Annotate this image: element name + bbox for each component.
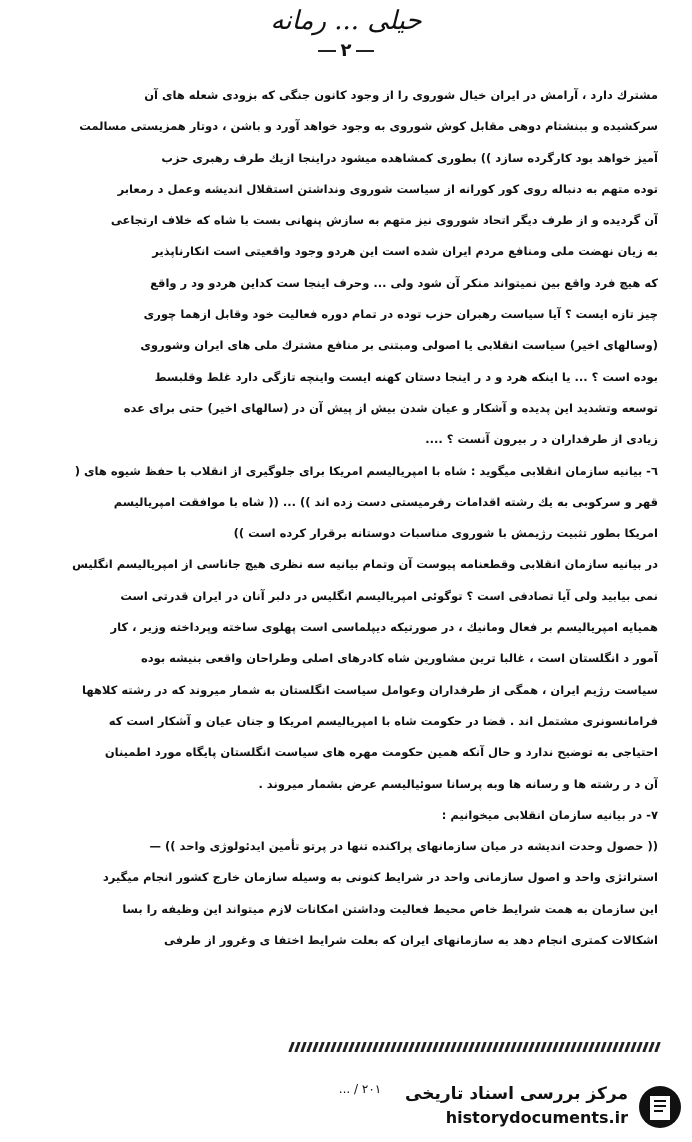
- text-line: فرامانسونری مشتمل اند . قضا در حکومت شاه با امپریالیسم امریکا و جنان عیان و آشکار است که: [108, 713, 658, 728]
- text-line: توده متهم به دنباله روی کور کورانه از سیاست شوروی ونداشتن استقلال اندیشه وعمل د رمعابر: [117, 181, 658, 196]
- text-line: احتیاجی به توضیح ندارد و حال آنکه همین حکومت مهره های سیاست انگلستان پایگاه مورد اطمینان: [104, 745, 658, 760]
- handwritten-signature: ۲۰۱ / ...: [338, 1082, 382, 1096]
- text-line: نمی بیابید ولی آیا تصادفی است ؟ توگوئی امپریالیسم انگلیس در دلبر آنان در ایران قدرتی است: [120, 588, 658, 603]
- watermark-name: مرکز بررسی اسناد تاریخی: [405, 1084, 628, 1104]
- text-line: سرکشیده و ببنشتام دوهی مقابل کوش شوروی به وجود خواهد آورد و باشن ، دوتار همزیستی مسالمت: [79, 119, 658, 134]
- text-line: بوده است ؟ ... یا اینکه هرد و د ر اینجا دستان کهنه ایست واینچه تازگی دارد غلط وقلبسط: [154, 369, 658, 384]
- text-line: این سازمان به همت شرایط خاص محیط فعالیت وداشتن امکانات لازم میتواند این وظیفه را بسا: [122, 901, 658, 916]
- text-line: زیادی از طرفداران د ر بیرون آنست ؟ ....: [425, 432, 658, 447]
- header-dash-right: [356, 50, 374, 52]
- text-line: استراتژی واحد و اصول سازمانی واحد در شرایط کنونی به وسیله سازمان خارج کشور انجام میگیرد: [102, 870, 658, 885]
- text-line: ٦- بیانیه سازمان انقلابی میگوید : شاه با امپریالیسم امریکا برای جلوگیری از انقلاب با حفظ شیوه های (: [74, 463, 658, 478]
- text-line: اشکالات کمتری انجام دهد به سازمانهای ایران که بعلت شرایط اختفا ی وغرور از طرفی: [163, 933, 658, 948]
- text-line: (وسالهای اخیر) سیاست انقلابی یا اصولی ومبتنی بر منافع مشترك ملی های ایران وشوروی: [140, 338, 658, 353]
- document-body: [44, 80, 658, 956]
- text-line: سیاست رژیم ایران ، همگی از طرفداران وعوامل سیاست انگلستان به شمار میروند که در رشته کلاهها: [82, 682, 658, 697]
- watermark-url: historydocuments.ir: [445, 1108, 628, 1127]
- scribbled-line: [288, 1042, 662, 1052]
- text-line: قهر و سرکوبی به یك رشته اقدامات رفرمیستی دست زده اند )) ... (( شاه با موافقت امپریالیسم: [113, 494, 658, 509]
- text-line: ٧- در بیانیه سازمان انقلابی میخوانیم :: [441, 807, 658, 822]
- text-line: امریکا بطور تثبیت رژیمش با شوروی مناسبات دوستانه برقرار کرده است )): [233, 526, 658, 541]
- text-line: آمور د انگلستان است ، غالبا ترین مشاورین شاه کادرهای اصلی وطراحان واقعی بنیشه بوده: [140, 651, 658, 666]
- archive-watermark: [394, 1082, 684, 1132]
- text-line: توسعه وتشدید این پدیده و آشکار و عیان شدن بیش از پیش آن در (سالهای اخیر) حتی برای عده: [123, 400, 658, 415]
- text-line: به زیان نهضت ملی ومنافع مردم ایران شده است این هردو وجود واقعیتی است انکارناپذیر: [152, 244, 658, 259]
- text-line: مشترك دارد ، آرامش در ایران خیال شوروی را از وجود کانون جنگی که بزودی شعله های آن: [144, 88, 658, 102]
- text-line: که هیچ فرد واقع بین نمیتواند منکر آن شود ولی ... وحرف اینجا ست کداین هردو ود ر واقع: [150, 275, 658, 290]
- archive-logo-icon: [636, 1084, 684, 1130]
- text-line: در بیانیه سازمان انقلابی وقطعنامه پیوست آن وتمام بیانیه سه نظری هیچ جاناسی از امپریالیسم انگلیس: [72, 557, 658, 572]
- page-number: ۲: [340, 40, 352, 61]
- text-line: همیایه امپریالیسم بر فعال ومانیك ، در صورتیکه دیپلماسی است پهلوی ساخته وپرداخته وزیر ، کار: [110, 620, 658, 635]
- text-line: آن د ر رشته ها و رسانه ها وبه پرسانا سوئیالیسم عرض بشمار میروند .: [258, 776, 658, 791]
- text-line: چیز تازه ایست ؟ آیا سیاست رهبران حزب توده در تمام دوره فعالیت خود وقابل ازهما چوری: [143, 307, 658, 322]
- text-line: آمیز خواهد بود کارگرده سازد )) بطوری کمشاهده میشود دراینجا ازیك طرف رهبری حزب: [161, 150, 658, 165]
- text-line: آن گردیده و از طرف دیگر اتحاد شوروی نیز متهم به سازش پنهانی بست با شاه که خلاف ارتجاعی: [110, 213, 658, 228]
- text-line: (( حصول وحدت اندیشه در میان سازمانهای پراکنده تنها در پرتو تأمین ایدئولوژی واحد )) —: [149, 839, 658, 854]
- document-header-title: حیلی ... رمانه: [270, 6, 422, 36]
